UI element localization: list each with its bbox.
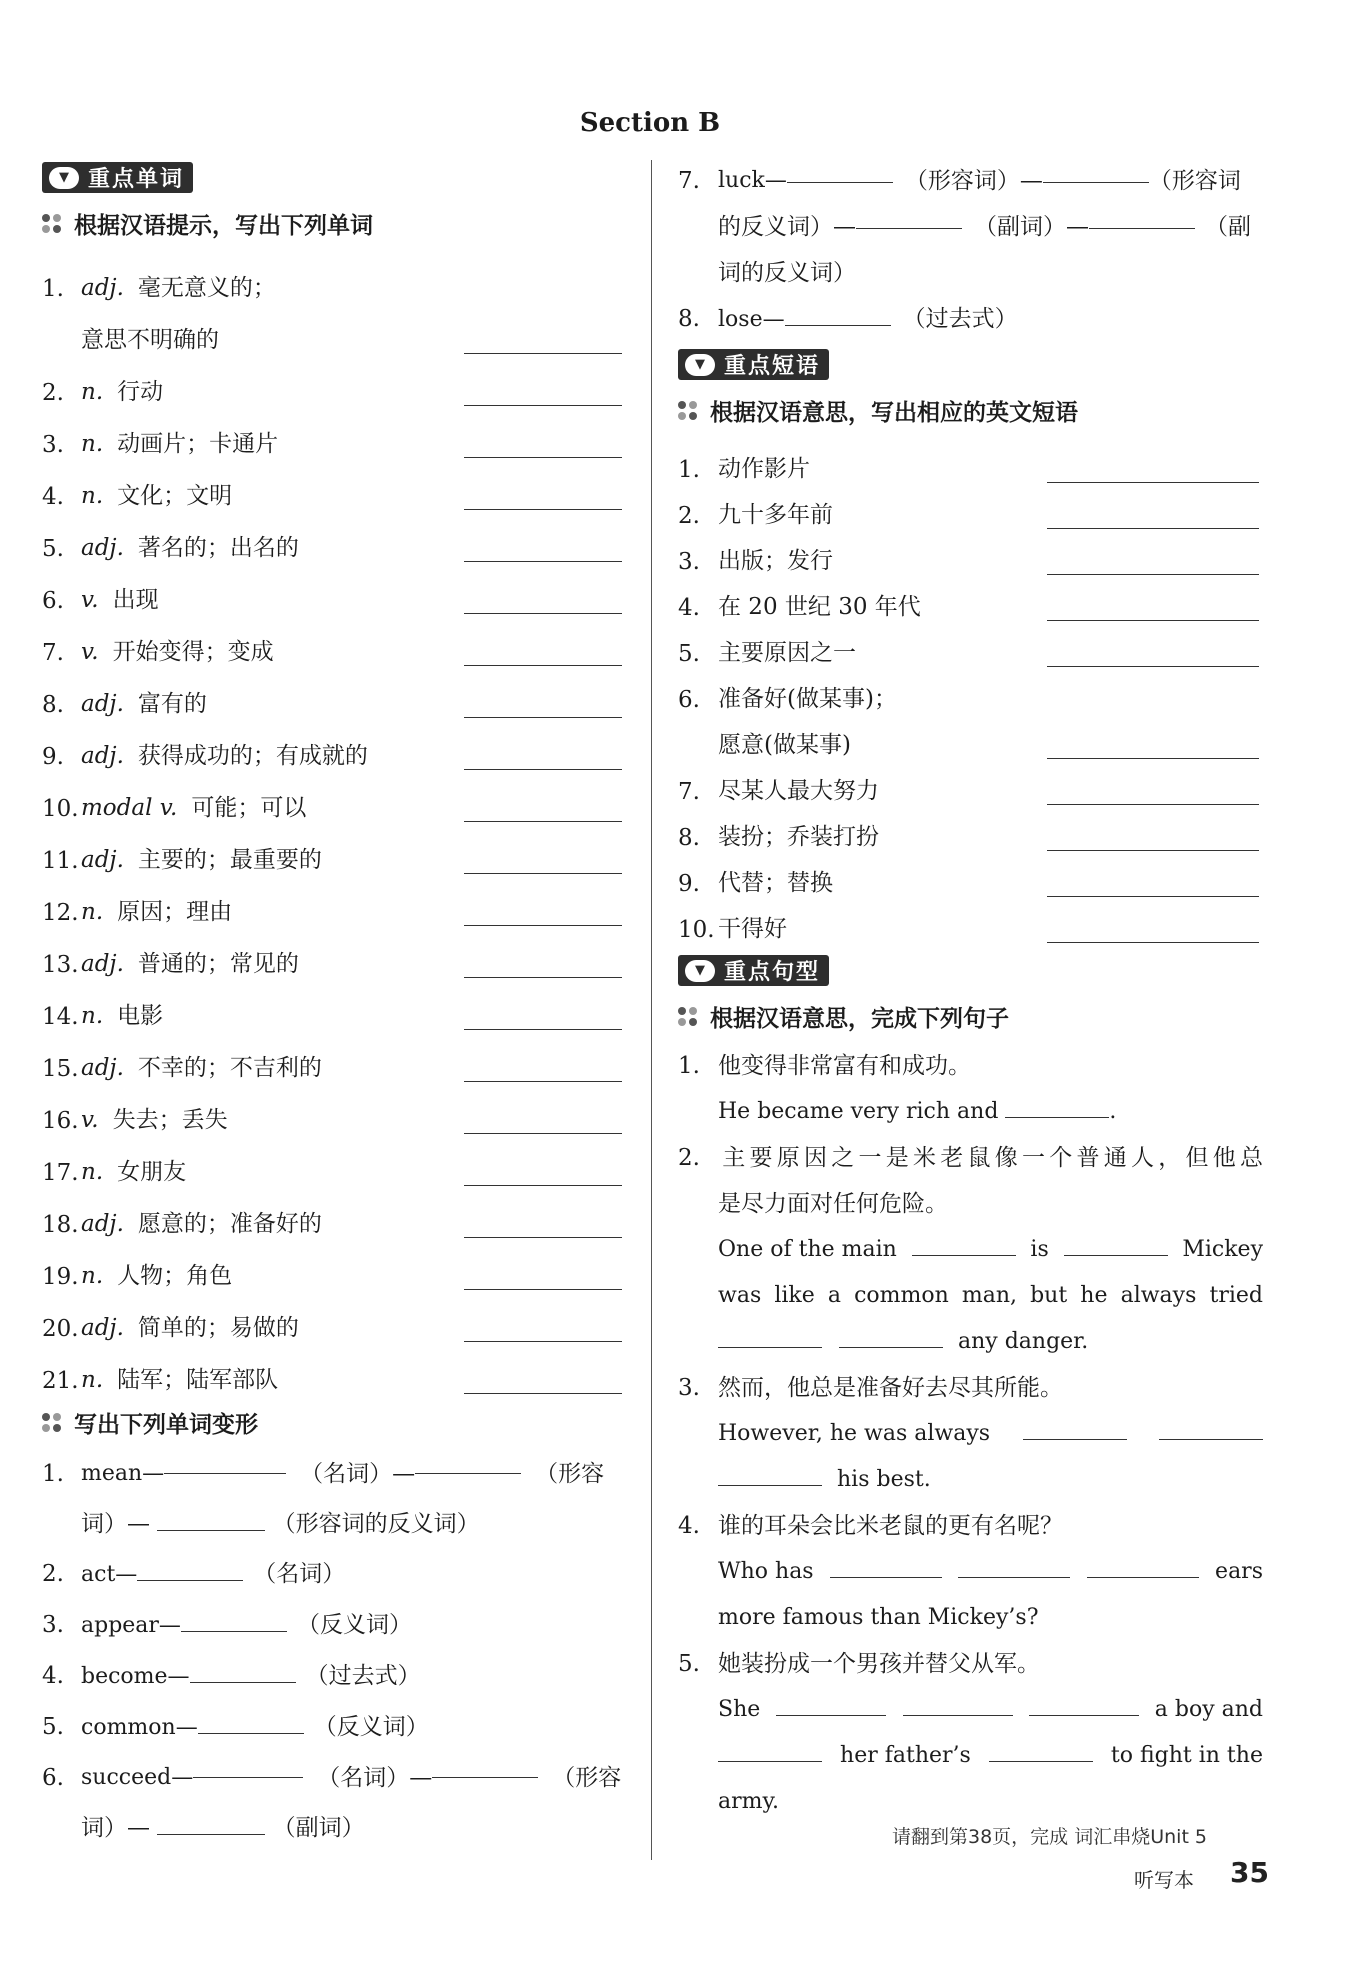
dots-icon xyxy=(42,1413,62,1433)
answer-blank[interactable] xyxy=(464,1001,622,1030)
word-item: 2. n. 行动 xyxy=(42,354,628,406)
answer-blank[interactable] xyxy=(787,158,893,183)
section-title: Section B xyxy=(579,108,721,138)
phrase-item-continuation: 愿意(做某事) xyxy=(678,713,1263,759)
answer-blank[interactable] xyxy=(193,1753,303,1778)
answer-blank[interactable] xyxy=(1047,502,1259,529)
sentence-2: 2. 主要原因之一是米老鼠像一个普通人，但他总 是尽力面对任何危险。 One of the main is Mickey was like a common man, but he always tried any danger. xyxy=(678,1145,1263,1354)
answer-blank[interactable] xyxy=(785,301,891,326)
footer-note: 请翻到第38页，完成 词汇串烧Unit 5 xyxy=(892,1826,1208,1848)
answer-blank[interactable] xyxy=(157,1810,265,1835)
answer-blank[interactable] xyxy=(856,204,962,229)
form-item-4: 4. become— （过去式） xyxy=(42,1651,628,1702)
word-item: 17. n. 女朋友 xyxy=(42,1134,628,1186)
answer-blank[interactable] xyxy=(464,741,622,770)
answer-blank[interactable] xyxy=(912,1231,1016,1256)
subheading-phrases: 根据汉语意思，写出相应的英文短语 xyxy=(678,394,1263,427)
form-item-7: 7. luck— （形容词）— （形容词 的反义词）— （副词）— （副 词的反义词） xyxy=(678,158,1263,296)
chevron-down-icon: ▼ xyxy=(685,960,715,982)
subheading-words: 根据汉语提示，写出下列单词 xyxy=(42,207,628,240)
answer-blank[interactable] xyxy=(181,1607,287,1632)
badge-key-phrases: ▼ 重点短语 xyxy=(678,349,829,380)
subheading-forms: 写出下列单词变形 xyxy=(42,1406,628,1439)
word-item: 11. adj. 主要的；最重要的 xyxy=(42,822,628,874)
answer-blank[interactable] xyxy=(1047,778,1259,805)
answer-blank[interactable] xyxy=(1043,158,1149,183)
word-item: 10. modal v. 可能；可以 xyxy=(42,770,628,822)
answer-blank[interactable] xyxy=(190,1658,296,1683)
phrase-item: 7. 尽某人最大努力 xyxy=(678,759,1263,805)
answer-blank[interactable] xyxy=(718,1461,822,1486)
answer-blank[interactable] xyxy=(464,1261,622,1290)
answer-blank[interactable] xyxy=(198,1709,304,1734)
answer-blank[interactable] xyxy=(137,1556,243,1581)
answer-blank[interactable] xyxy=(464,637,622,666)
word-item: 6. v. 出现 xyxy=(42,562,628,614)
answer-blank[interactable] xyxy=(464,377,622,406)
answer-blank[interactable] xyxy=(1159,1415,1263,1440)
answer-blank[interactable] xyxy=(164,1449,286,1474)
answer-blank[interactable] xyxy=(1087,1553,1199,1578)
answer-blank[interactable] xyxy=(415,1449,521,1474)
form-item-8: 8. lose— （过去式） xyxy=(678,296,1263,343)
chevron-down-icon: ▼ xyxy=(685,354,715,376)
form-item-3: 3. appear— （反义词） xyxy=(42,1600,628,1651)
answer-blank[interactable] xyxy=(1005,1093,1109,1118)
answer-blank[interactable] xyxy=(1047,824,1259,851)
word-item: 12. n. 原因；理由 xyxy=(42,874,628,926)
answer-blank[interactable] xyxy=(989,1737,1093,1762)
dots-icon xyxy=(678,401,698,421)
answer-blank[interactable] xyxy=(464,585,622,614)
answer-blank[interactable] xyxy=(1047,548,1259,575)
footer-book-label: 听写本 xyxy=(1134,1868,1194,1892)
sentence-4: 4. 谁的耳朵会比米老鼠的更有名呢？ Who has ears more famous than Mickey’s? xyxy=(678,1513,1263,1630)
answer-blank[interactable] xyxy=(464,1365,622,1394)
word-item: 3. n. 动画片；卡通片 xyxy=(42,406,628,458)
answer-blank[interactable] xyxy=(432,1753,538,1778)
answer-blank[interactable] xyxy=(464,533,622,562)
phrase-item: 9. 代替；替换 xyxy=(678,851,1263,897)
page-number: 35 xyxy=(1230,1856,1269,1889)
answer-blank[interactable] xyxy=(464,689,622,718)
phrase-item: 1. 动作影片 xyxy=(678,437,1263,483)
answer-blank[interactable] xyxy=(1047,916,1259,943)
phrase-item: 4. 在 20 世纪 30 年代 xyxy=(678,575,1263,621)
answer-blank[interactable] xyxy=(958,1553,1070,1578)
badge-key-words: ▼ 重点单词 xyxy=(42,162,193,193)
answer-blank[interactable] xyxy=(1029,1691,1139,1716)
phrase-item: 3. 出版；发行 xyxy=(678,529,1263,575)
word-item: 13. adj. 普通的；常见的 xyxy=(42,926,628,978)
phrase-item: 10. 干得好 xyxy=(678,897,1263,943)
dots-icon xyxy=(42,214,62,234)
answer-blank[interactable] xyxy=(1047,732,1259,759)
answer-blank[interactable] xyxy=(830,1553,942,1578)
phrase-item: 8. 装扮；乔装打扮 xyxy=(678,805,1263,851)
word-item: 21. n. 陆军；陆军部队 xyxy=(42,1342,628,1394)
answer-blank[interactable] xyxy=(1047,640,1259,667)
answer-blank[interactable] xyxy=(1047,870,1259,897)
answer-blank[interactable] xyxy=(464,1313,622,1342)
form-item-5: 5. common— （反义词） xyxy=(42,1702,628,1753)
answer-blank[interactable] xyxy=(1064,1231,1168,1256)
chevron-down-icon: ▼ xyxy=(49,167,79,189)
word-item: 1. adj. 毫无意义的； xyxy=(42,275,276,302)
sentence-5: 5. 她装扮成一个男孩并替父从军。 She a boy and her father’s to fight in the army. xyxy=(678,1651,1263,1814)
answer-blank[interactable] xyxy=(157,1506,265,1531)
answer-blank[interactable] xyxy=(1089,204,1195,229)
badge-key-sentences: ▼ 重点句型 xyxy=(678,955,829,986)
sentence-3: 3. 然而，他总是准备好去尽其所能。 However, he was always his best. xyxy=(678,1365,1263,1503)
answer-blank[interactable] xyxy=(464,481,622,510)
word-item: 8. adj. 富有的 xyxy=(42,666,628,718)
answer-blank[interactable] xyxy=(1047,594,1259,621)
answer-blank[interactable] xyxy=(464,897,622,926)
answer-blank[interactable] xyxy=(464,793,622,822)
answer-blank[interactable] xyxy=(464,429,622,458)
phrase-item: 5. 主要原因之一 xyxy=(678,621,1263,667)
form-item-2: 2. act— （名词） xyxy=(42,1549,628,1600)
sentence-1: 1. 他变得非常富有和成功。 He became very rich and . xyxy=(678,1053,1117,1124)
word-item: 20. adj. 简单的；易做的 xyxy=(42,1290,628,1342)
answer-blank[interactable] xyxy=(718,1737,822,1762)
phrase-item: 6. 准备好(做某事)； xyxy=(678,686,897,713)
column-divider xyxy=(651,160,652,1860)
word-item: 7. v. 开始变得；变成 xyxy=(42,614,628,666)
answer-blank[interactable] xyxy=(464,1209,622,1238)
answer-blank[interactable] xyxy=(464,949,622,978)
word-item: 19. n. 人物；角色 xyxy=(42,1238,628,1290)
word-item: 16. v. 失去；丢失 xyxy=(42,1082,628,1134)
answer-blank[interactable] xyxy=(1047,456,1259,483)
answer-blank[interactable] xyxy=(903,1691,1013,1716)
answer-blank[interactable] xyxy=(776,1691,886,1716)
answer-blank[interactable] xyxy=(718,1323,822,1348)
answer-blank[interactable] xyxy=(464,325,622,354)
subheading-sentences: 根据汉语意思，完成下列句子 xyxy=(678,1000,1263,1033)
word-item: 4. n. 文化；文明 xyxy=(42,458,628,510)
answer-blank[interactable] xyxy=(839,1323,943,1348)
left-column xyxy=(42,158,628,1853)
phrase-list xyxy=(678,437,1263,943)
word-item-continuation: 意思不明确的 xyxy=(42,302,628,354)
right-column xyxy=(678,158,1263,1825)
dots-icon xyxy=(678,1007,698,1027)
phrase-item: 2. 九十多年前 xyxy=(678,483,1263,529)
word-item: 18. adj. 愿意的；准备好的 xyxy=(42,1186,628,1238)
answer-blank[interactable] xyxy=(464,1157,622,1186)
answer-blank[interactable] xyxy=(464,1105,622,1134)
form-item-6: 6. succeed— （名词）— （形容 词）— （副词） xyxy=(42,1753,628,1853)
word-list xyxy=(42,250,628,1394)
answer-blank[interactable] xyxy=(464,1053,622,1082)
answer-blank[interactable] xyxy=(464,845,622,874)
word-item: 9. adj. 获得成功的；有成就的 xyxy=(42,718,628,770)
word-item: 15. adj. 不幸的；不吉利的 xyxy=(42,1030,628,1082)
word-item: 5. adj. 著名的；出名的 xyxy=(42,510,628,562)
word-item: 14. n. 电影 xyxy=(42,978,628,1030)
answer-blank[interactable] xyxy=(1023,1415,1127,1440)
form-item-1: 1. mean— （名词）— （形容 词）— （形容词的反义词） xyxy=(42,1449,628,1549)
